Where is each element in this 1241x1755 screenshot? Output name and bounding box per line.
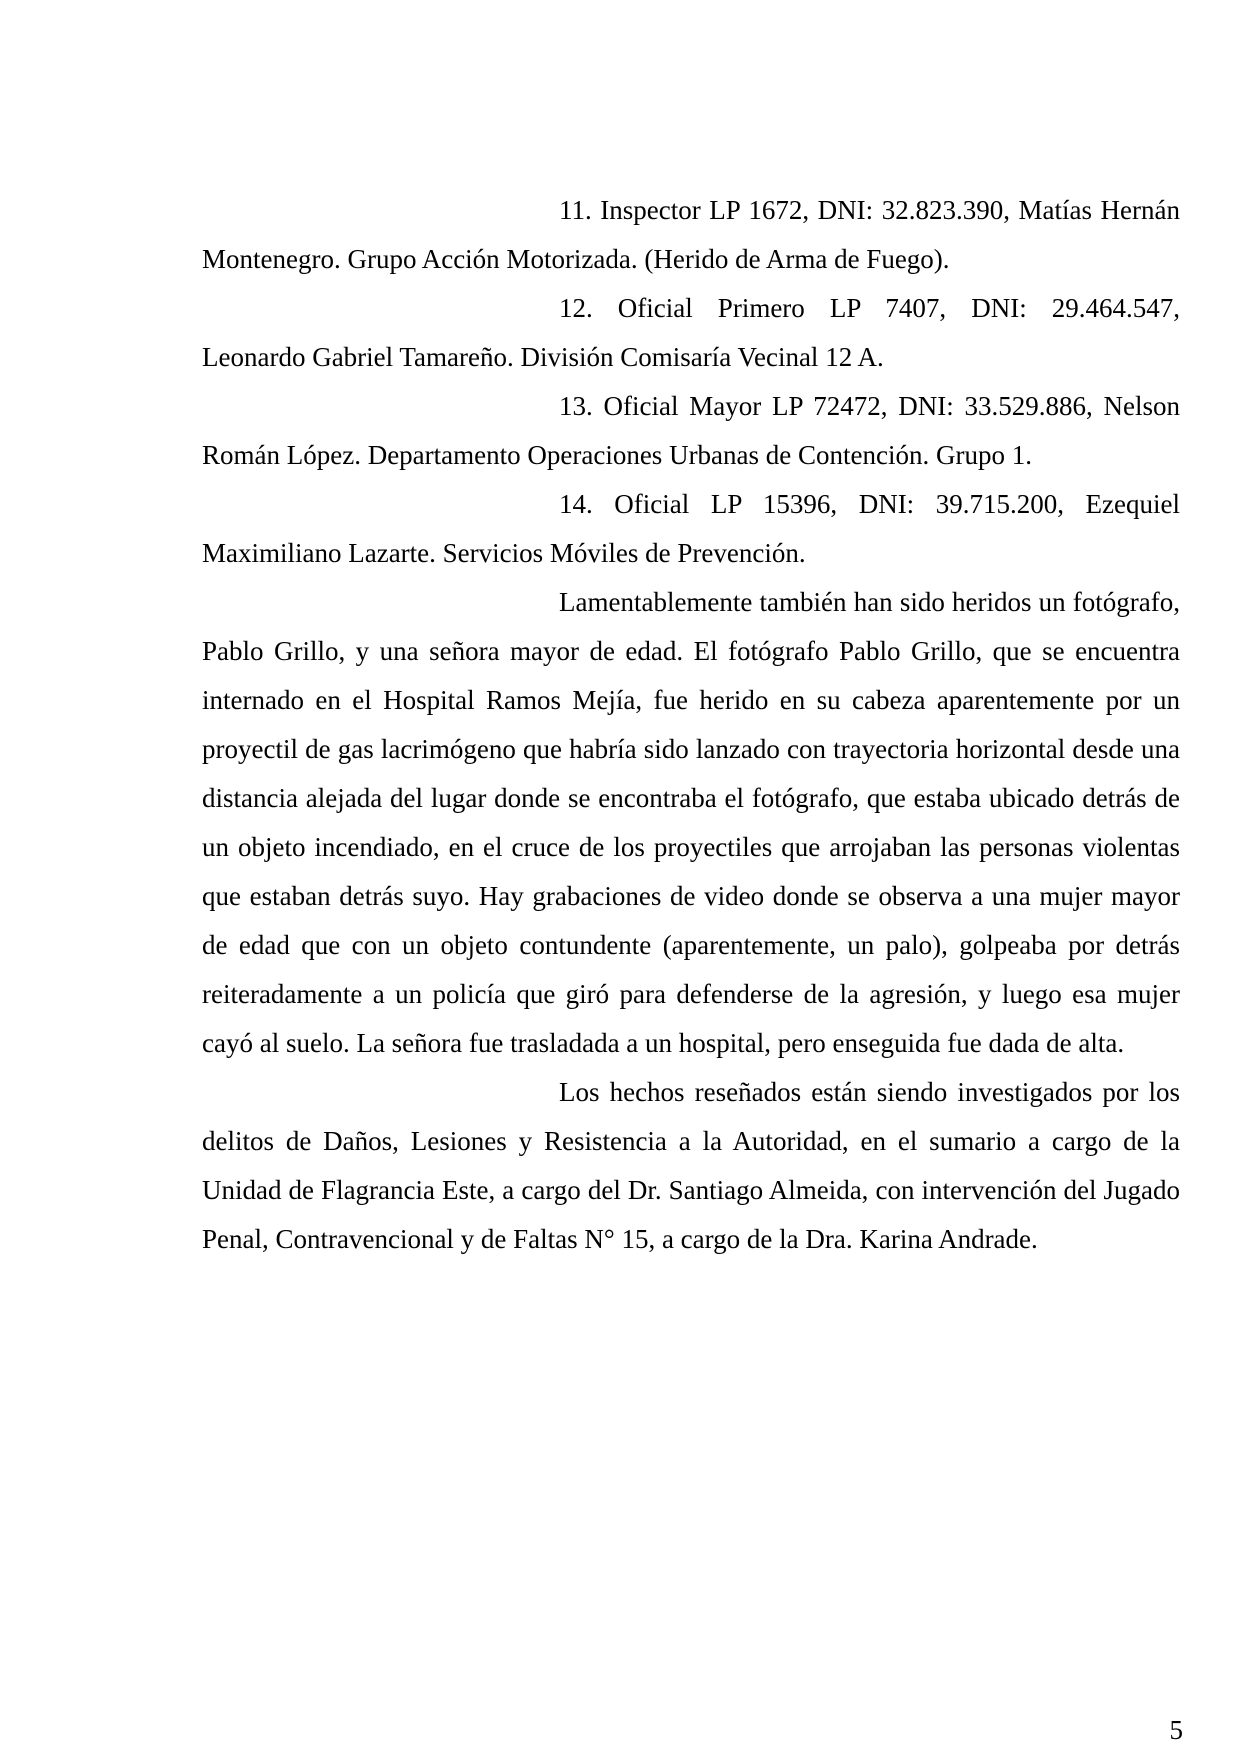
document-body — [202, 186, 1180, 1264]
paragraph-investigation: Los hechos reseñados están siendo investigados por los delitos de Daños, Lesiones y Resistencia a la Autoridad, en el sumario a cargo de la Unidad de Flagrancia Este, a cargo del Dr. Santiago Almeida, con intervención del Jugado Penal, Contravencional y de Faltas N° 15, a cargo de la Dra. Karina Andrade. — [202, 1077, 1180, 1254]
paragraph-injured-civilians: Lamentablemente también han sido heridos un fotógrafo, Pablo Grillo, y una señora mayor de edad. El fotógrafo Pablo Grillo, que se encuentra internado en el Hospital Ramos Mejía, fue herido en su cabeza aparentemente por un proyectil de gas lacrimógeno que habría sido lanzado con trayectoria horizontal desde una distancia alejada del lugar donde se encontraba el fotógrafo, que estaba ubicado detrás de un objeto incendiado, en el cruce de los proyectiles que arrojaban las personas violentas que estaban detrás suyo. Hay grabaciones de video donde se observa a una mujer mayor de edad que con un objeto contundente (aparentemente, un palo), golpeaba por detrás reiteradamente a un policía que giró para defenderse de la agresión, y luego esa mujer cayó al suelo. La señora fue trasladada a un hospital, pero enseguida fue dada de alta. — [202, 587, 1180, 1058]
list-item-14: 14. Oficial LP 15396, DNI: 39.715.200, Ezequiel Maximiliano Lazarte. Servicios Móviles de Prevención. — [202, 489, 1180, 568]
list-item-13: 13. Oficial Mayor LP 72472, DNI: 33.529.886, Nelson Román López. Departamento Operaciones Urbanas de Contención. Grupo 1. — [202, 391, 1180, 470]
list-item-11: 11. Inspector LP 1672, DNI: 32.823.390, Matías Hernán Montenegro. Grupo Acción Motorizada. (Herido de Arma de Fuego). — [202, 195, 1180, 274]
list-item-12: 12. Oficial Primero LP 7407, DNI: 29.464.547, Leonardo Gabriel Tamareño. División Comisaría Vecinal 12 A. — [202, 293, 1180, 372]
page-number: 5 — [1169, 1715, 1183, 1745]
